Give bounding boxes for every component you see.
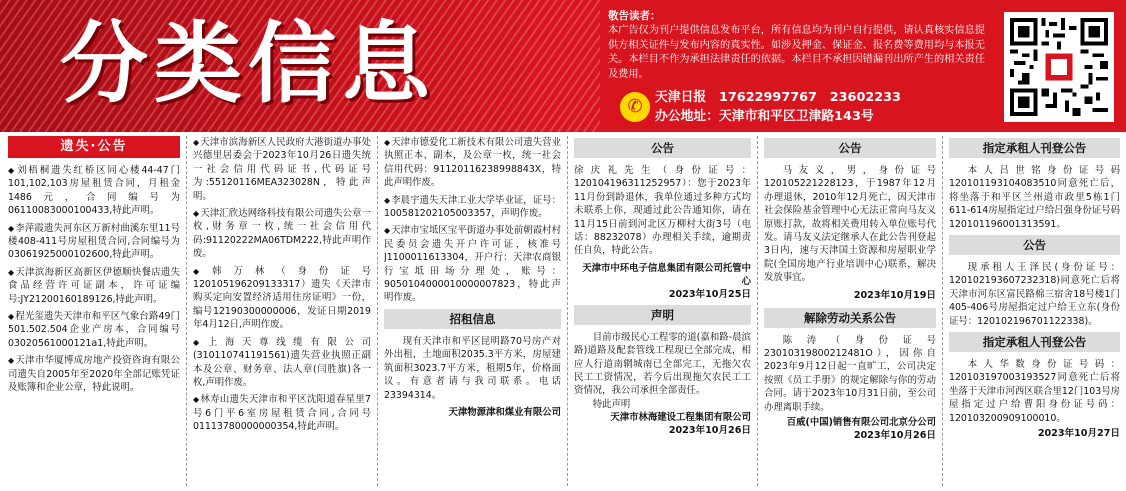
list-item: ◆ 天津市华厦博成房地产投资咨询有限公司遗失自2005年至2020年全部记账凭证及账簿和企业公章，特此说明。	[8, 354, 180, 394]
notice-body: 徐庆礼先生（身份证号：120104196311252957）：您于2023年11月份到龄退休，我单位通过多种方式均未联系上你，现通过此公告通知你，请在11月15日前到河北区万柳村大街3号（电话：88232078）办理相关手续，逾期责任自负，特此公告。	[574, 165, 751, 257]
statement-signature: 天津市林海建设工程集团有限公司	[610, 412, 751, 424]
column-lost-and-rent	[384, 136, 561, 486]
address-line: 办公地址：天津市和平区卫津路143号	[655, 109, 874, 124]
statement-body: 目前市级民心工程零的道(嘉和路-晨滨路)道路及配套管线工程现已全部完成，相应人行道南辋城南已全部完工，无拖欠农民工工资情况，若今后出现拖欠农民工工资情况，我公司承担全部责任。	[574, 331, 751, 397]
lessee-body: 本人华数身份证号码：120103197003193527同意死亡后将坐落于天津市河西区联合里12门103号房屋指定过户给曹阳身份证号码：120103200909100010。	[949, 359, 1120, 424]
list-item: ◆ 韩万林（身份证号120105196209133317）遗失《天津市购买定向安置经济适用住房证明》一份，编号12190300000006，发证日期2019年4月12日,声明作废。	[193, 265, 371, 332]
phone-icon: ✆	[620, 92, 650, 122]
list-item: ◆ 李萍霞遗失河东区万新村曲溪东里11号楼408-411号房屋租赁合同,合同编号为03061925000102600,特此声明。	[8, 222, 180, 262]
statement-closing: 特此声明	[592, 398, 631, 410]
statement-date: 2023年10月26日	[668, 425, 751, 437]
section-heading-lessee: 指定承租人刊登公告	[949, 138, 1120, 158]
column-announcements-2	[764, 136, 936, 486]
header-banner	[0, 0, 1126, 132]
notice-date: 2023年10月19日	[853, 289, 936, 301]
notice-body: 现承租人王泽民(身份证号：120102193607232318)同意死亡后将天津市河东区富民路棉三宿舍18号楼1门405-406号房屋指定过户给王立东(身份证号：120102196701122338)。	[949, 262, 1120, 327]
reader-notice	[608, 9, 988, 82]
column-divider	[377, 136, 378, 486]
column-lessee-notices	[949, 136, 1120, 486]
rent-body: 现有天津市和平区昆明路70号房产对外出租，土地面积2035.3平方米，房屋建筑面积3023.7平方米，租期5年，价格面议。有意者请与我司联系。电话23394314。	[384, 335, 561, 401]
section-heading-termination: 解除劳动关系公告	[764, 308, 936, 328]
column-divider	[942, 136, 943, 486]
list-item: ◆ 天津市德爱化工新技术有限公司遗失营业执照正本、副本，及公章一枚，统一社会信用代码：91120116238998843X，特此声明作废。	[384, 136, 561, 190]
column-divider	[757, 136, 758, 486]
lessee-body: 本人吕世铭身份证号码120101193104083510同意死亡后，将坐落于和平区兰州道市政里5栋1门611-614房屋指定过户给吕强身份证号码120101196001313591。	[949, 165, 1120, 230]
notice-body: 本广告仅为刊户提供信息发布平台，所有信息均为刊户自行提供，请认真核实信息提供方相关证件与发布内容的真实性。如涉及押金、保证金、报名费等费用均与本报无关。本栏目不作为承担法律责任的依据。本栏目不承担因错漏刊出所产生的相关责任及费用。	[608, 25, 985, 80]
column-divider	[186, 136, 187, 486]
termination-signature: 百威(中国)销售有限公司北京分公司	[786, 417, 936, 429]
list-item: ◆ 上海天尊线缆有限公司(310110741191561)遗失营业执照正副本及公章、财务章、法人章(闫胜旗)各一枚,声明作废。	[193, 336, 371, 390]
contact-info	[655, 88, 901, 126]
list-item: ◆ 程光玺遗失天津市和平区气象台路49门501.502.504企业产房本，合同编号03020561000121a1,特此声明。	[8, 310, 180, 350]
list-item: ◆ 天津市宝坻区宝平街道办事处前朝霞村村民委员会遗失开户许可证，核准号J1100011613304，开户行：天津农商银行宝坻田场分理处，账号：9050104000010000007823，特此声明作废。	[384, 224, 561, 304]
phone-line: 天津日报 17622997767 23602233	[655, 90, 901, 105]
list-item: ◆ 刘梧桐遗失红桥区同心楼44-47门101,102,103房屋租赁合同，月租金1486元，合同编号为06110083000100433,特此声明。	[8, 164, 180, 218]
notice-date: 2023年10月25日	[668, 288, 751, 300]
section-heading-notice: 公告	[764, 138, 936, 158]
notice-heading: 敬告读者：	[608, 10, 661, 22]
qr-code-icon[interactable]	[1004, 12, 1114, 122]
section-heading-lost: 遗失·公告	[8, 136, 180, 158]
list-item: ◆ 天津市滨海新区人民政府大港街道办事处兴德里居委会于2023年10月26日遗失统一社会信用代码证书,代码证号为:55120116MEA323028N，特此声明。	[193, 136, 371, 203]
column-lost-notices-2	[193, 136, 371, 486]
section-heading-rent: 招租信息	[384, 309, 561, 329]
column-divider	[567, 136, 568, 486]
list-item: ◆ 天津汇欣达网络科技有限公司遗失公章一枚,财务章一枚,统一社会信用代码:91120222MA06TDM222,特此声明作废。	[193, 207, 371, 261]
termination-body: 陈涛（身份证号23010319800212481O），因你自2023年9月12日起一直旷工，公司决定按照《员工手册》的规定解除与你的劳动合同。请于2023年10月31日前，至公司办理离职手续。	[764, 334, 936, 413]
section-heading-notice: 公告	[574, 138, 751, 158]
list-item: ◆ 天津滨海新区高新区伊德顺快餐店遗失食品经营许可证副本，许可证编号:JY21200160189126,特此声明。	[8, 266, 180, 306]
rent-signature: 天津物源津和煤业有限公司	[448, 406, 561, 418]
list-item: ◆ 李晨宇遗失天津工业大学毕业证，证号：100581202105003357，声明作废。	[384, 194, 561, 221]
section-heading-lessee: 指定承租人刊登公告	[949, 332, 1120, 352]
notice-signature: 天津市中环电子信息集团有限公司托管中心	[582, 262, 751, 287]
termination-date: 2023年10月26日	[853, 430, 936, 442]
column-announcements	[574, 136, 751, 486]
section-heading-notice: 公告	[949, 235, 1120, 255]
section-heading-statement: 声明	[574, 305, 751, 325]
list-item: ◆ 林寿山遗失天津市和平区沈阳道春星里7号6门平6室房屋租赁合同,合同号01113780000000354,特此声明。	[193, 393, 371, 433]
page-title: 分类信息	[60, 12, 437, 115]
column-lost-notices	[8, 136, 180, 486]
lessee-date: 2023年10月27日	[1037, 428, 1120, 440]
notice-body: 马友义，男，身份证号120105221228123，于1987年12月办理退休，2010年12月死亡，因天津市社会保险基金管理中心无法正常向马友义原账打款，故将相关费用转入单位账号代发。请马友义法定继承人在此公告刊登起3日内，速与天津国土资源和房屋职业学院(全国房地产行业培训中心)联系，解决发放事宜。	[764, 165, 936, 284]
